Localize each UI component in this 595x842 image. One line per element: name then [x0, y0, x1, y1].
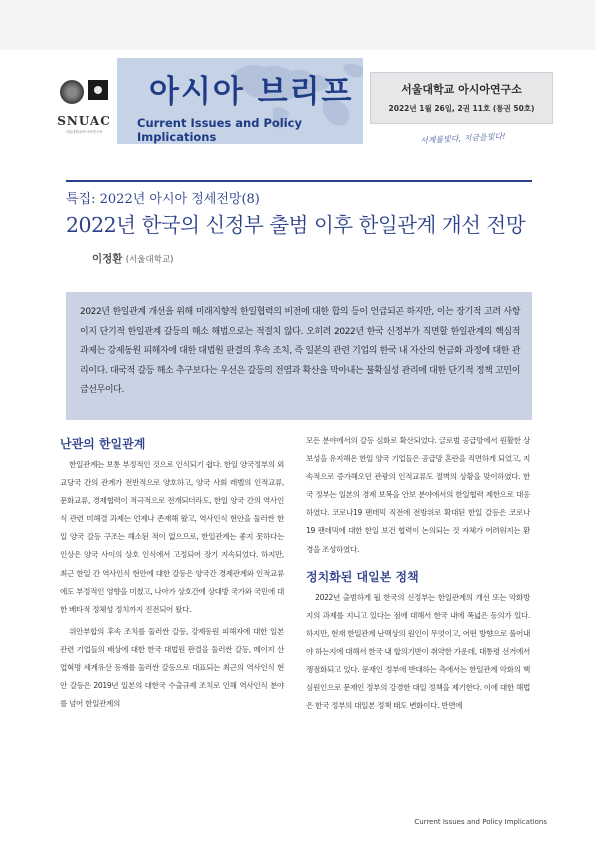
body-paragraph: 모든 분야에서의 갈등 심화로 확산되었다. 글로벌 공급망에서 원활한 상보성을 유지해온 한일 양국 기업들은 공급망 혼란을 직면하게 되었고, 지속적으로 증가해오던 관광의 인적교류도 절벽의 상황을 맞이하였다. 한국 정부는 일본의 경제 보복을 안보 분야에서의 한일협력 제한으로 대응하였다. 코로나19 팬데믹 직전에 전방위로 확대된 한일 갈등은 코로나19 팬데믹에 대한 한일 보건 협력이 논의되는 것 자체가 어려워지는 환경을 조성하였다.	[306, 436, 530, 554]
body-paragraph: 한일관계는 보통 부정적인 것으로 인식되기 쉽다. 한일 양국정부의 외교당국 간의 관계가 전반적으로 양호하고, 양국 사회 레벨의 인적교류, 문화교류, 경제협력이 적극적으로 전개되더라도, 한일 양국 간의 역사인식 관련 미해결 과제는 언제나 존재해 왔고, 역사인식 현안을 둘러싼 한일 양국 갈등 구조는 해소된 적이 없으므로, 한일관계는 좋지 못하다는 인상은 양국 사이의 상호 인식에서 고정되어 장기 지속되었다. 하지만, 최근 한일 간 역사인식 현안에 대한 갈등은 양국간 경제관계와 인적교류에도 부정적인 영향을 미쳤고, 나아가 상호간에 상대방 국가와 국민에 대한 배타적 정체성 정치까지 진전되어 왔다.	[60, 460, 284, 614]
left-column	[60, 436, 284, 713]
header-stripe	[0, 0, 595, 50]
right-column	[306, 432, 530, 715]
body-paragraph: 위안부합의 후속 조치를 둘러싼 갈등, 강제동원 피해자에 대한 일본 관련 기업들의 배상에 대한 한국 대법원 판결을 둘러싼 갈등, 메이지 산업혁명 세계유산 등재를 둘러싼 갈등으로 대표되는 최근의 역사인식 현안 갈등은 2019년 일본의 대한국 수출규제 조치로 인해 역사인식 분야를 넘어 한일관계의	[60, 626, 284, 709]
body-paragraph: 2022년 출범하게 될 한국의 신정부는 한일관계의 개선 또는 악화방지의 과제를 지니고 있다는 점에 대해서 한국 내에 폭넓은 동의가 있다. 하지만, 현재 한일관계 난맥상의 원인이 무엇이고, 어떤 방향으로 풀어내야 하는지에 대해서 한국 내 합의기반이 취약한 가운데, 대통령 선거에서 쟁점화되고 있다. 문재인 정부에 반대하는 측에서는 한일관계 악화의 핵심원인으로 문재인 정부의 강경한 대일 정책을 제기한다. 이에 대한 해법은 한국 정부의 대일본 정책 태도 변화이다. 반면에	[306, 592, 530, 711]
section-heading: 난관의 한일관계	[60, 437, 146, 451]
section-heading: 정치화된 대일본 정책	[306, 569, 419, 584]
abstract-text: 2022년 한일관계 개선을 위해 미래지향적 한일협력의 비전에 대한 합의 등이 언급되곤 하지만, 이는 장기적 고려 사항이지 단기적 한일관계 갈등의 해소 해법으로는 적절치 않다. 오히려 2022년 한국 신정부가 직면할 한일관계의 핵심적 과제는 강제동원 피해자에 대한 대법원 판결의 후속 조치, 즉 일본의 관련 기업의 한국 내 자산의 현금화 과정에 대한 관리이다. 대국적 갈등 해소 추구보다는 우선은 갈등의 전염과 확산을 막아내는 불확실성 관리에 대한 단기적 정책 고민이 급선무이다.	[80, 307, 520, 395]
issue-info: 2022년 1월 26일, 2권 11호 (통권 50호)	[388, 104, 535, 113]
special-issue-label: 특집: 2022년 아시아 정세전망(8)	[66, 192, 260, 207]
logo-text: SNUAC	[57, 114, 111, 128]
snuac-logo	[53, 72, 115, 142]
university-seal-icon	[60, 80, 84, 104]
institute-emblem-icon	[88, 80, 108, 100]
author-name: 이정환	[92, 253, 123, 265]
title-divider	[66, 180, 532, 182]
page-footer: Current Issues and Policy Implications	[414, 818, 547, 826]
article-title: 2022년 한국의 신정부 출범 이후 한일관계 개선 전망	[66, 213, 526, 237]
institution-box	[370, 72, 553, 124]
author-affiliation: (서울대학교)	[125, 255, 174, 265]
logo-subtext: 서울대학교아시아연구소	[65, 130, 103, 134]
page-header	[0, 0, 595, 168]
institution-name: 서울대학교 아시아연구소	[401, 83, 522, 96]
abstract-box	[66, 292, 532, 420]
brand-banner	[117, 58, 363, 144]
author-line	[92, 251, 173, 266]
brand-subtitle: Current Issues and Policy Implications	[137, 116, 302, 144]
logo-emblems	[53, 80, 115, 104]
brand-title: 아시아 브리프	[149, 74, 354, 110]
slogan: 서계를빛다, 지금을빛다!	[419, 131, 506, 146]
